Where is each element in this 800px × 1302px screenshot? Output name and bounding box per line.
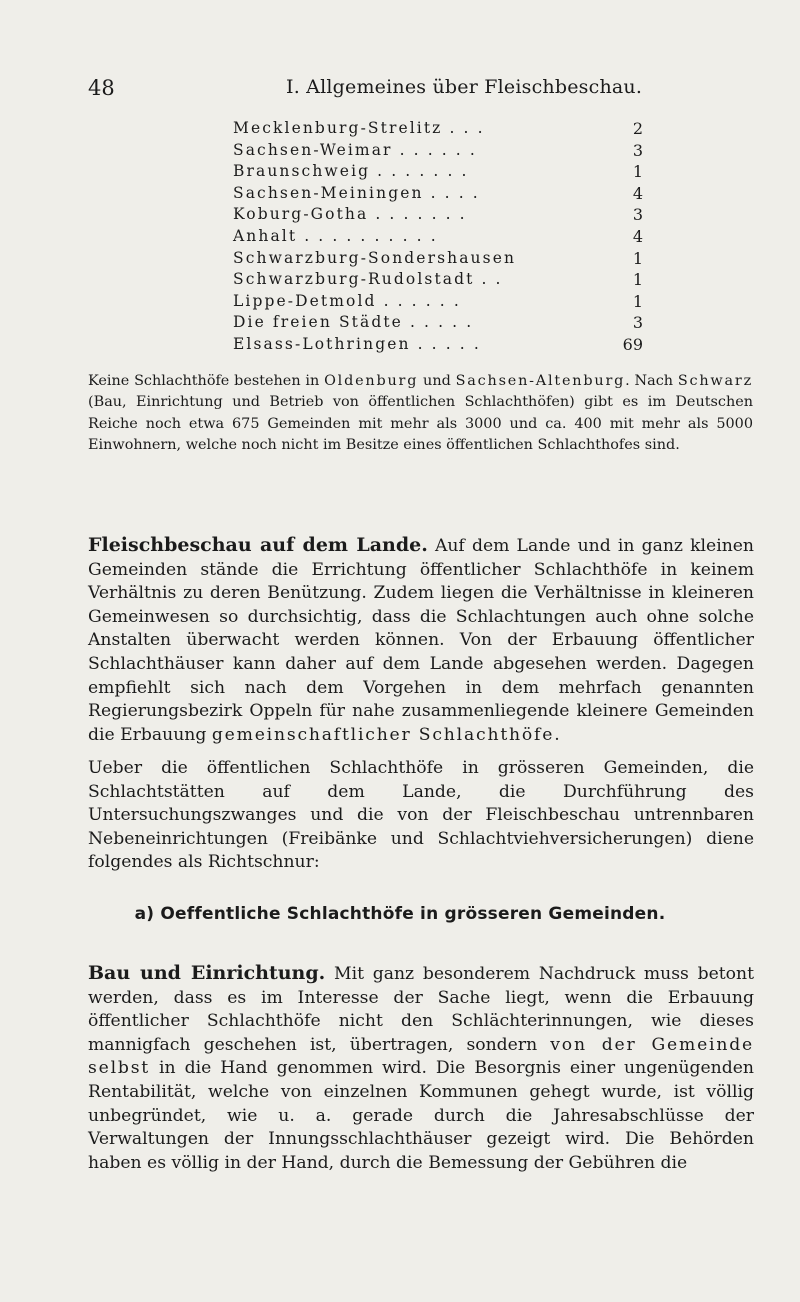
state-count: 1 (632, 291, 643, 311)
state-name: Elsass-Lothringen . . . . . (233, 334, 481, 353)
running-head-title: I. Allgemeines über Fleischbeschau. (286, 76, 643, 98)
note-paragraph (88, 371, 753, 457)
paragraph-construction (88, 962, 754, 1175)
paragraph-lead: Bau und Einrichtung. (88, 962, 326, 984)
state-count: 69 (622, 334, 643, 354)
text-run: und (418, 373, 456, 389)
table-row (233, 118, 643, 140)
state-count: 3 (632, 313, 643, 333)
table-row (233, 312, 643, 334)
state-name: Die freien Städte . . . . . (233, 313, 474, 332)
paragraph-guidelines (88, 757, 754, 875)
text-run: . Nach (625, 373, 678, 389)
page-number: 48 (88, 76, 115, 100)
state-count: 1 (632, 248, 643, 268)
paragraph-lead: Fleischbeschau auf dem Lande. (88, 534, 428, 556)
section-heading: a) Oeffentliche Schlachthöfe in grösseren Gemeinden. (134, 904, 666, 924)
states-table (233, 118, 643, 356)
text-run: in die Hand genommen wird. Die Besorgnis einer ungenügenden Rentabilität, welche von einzelnen Kommunen gehegt wurde, ist völlig unbegründet, wie u. a. gerade durch die Jahresabschlüsse der Verwaltungen der Innungsschlachthäuser gezeigt wird. Die Behörden haben es völlig in der Hand, durch die Bemessung der Gebühren die (88, 1058, 754, 1173)
emphasized-text: Sachsen-Altenburg (455, 373, 626, 389)
state-name: Sachsen-Meiningen . . . . (233, 183, 480, 202)
table-row (233, 183, 643, 205)
emphasized-text: von der Gemeinde selbst (88, 1034, 754, 1079)
table-row (233, 248, 643, 270)
text-run: Ueber die öffentlichen Schlachthöfe in grösseren Gemeinden, die Schlachtstätten auf dem Lande, die Durchführung des Untersuchungszwanges und die von der Fleischbeschau untrennbaren Nebeneinrichtungen (Freibänke und Schlachtviehversicherungen) diene folgendes als Richtschnur: (88, 758, 754, 873)
table-row (233, 269, 643, 291)
table-row (233, 291, 643, 313)
emphasized-text: gemeinschaftlicher Schlachthöfe (211, 724, 555, 745)
state-name: Mecklenburg-Strelitz . . . (233, 119, 485, 137)
running-head (88, 72, 748, 102)
state-name: Braunschweig . . . . . . . (233, 162, 469, 181)
state-count: 2 (632, 119, 643, 138)
state-name: Sachsen-Weimar . . . . . . (233, 140, 477, 159)
table-row (233, 204, 643, 226)
paragraph-rural-inspection (88, 534, 754, 747)
emphasized-text: Oldenburg (324, 373, 419, 389)
text-run: Auf dem Lande und in ganz kleinen Gemeinden stände die Errichtung öffentlicher Schlachthöfe in keinem Verhältnis zu deren Benützung. Zudem liegen die Verhältnisse in kleineren Gemeinwesen so durchsichtig, dass die Schlachtungen auch ohne solche Anstalten überwacht werden können. Von der Erbauung öffentlicher Schlachthäuser kann daher auf dem Lande abgesehen werden. Dagegen empfiehlt sich nach dem Vorgehen in dem mehrfach genannten Regierungsbezirk Oppeln für nahe zusammenliegende kleinere Gemeinden die Erbauung (88, 536, 755, 745)
state-count: 3 (632, 205, 643, 225)
text-run: Mit ganz besonderem Nachdruck muss betont werden, dass es im Interesse der Sache liegt, wenn die Erbauung öffentlicher Schlachthöfe nicht den Schlächterinnungen, wie dieses mannigfach geschehen ist, übertragen, sondern (88, 964, 754, 1055)
text-run: Keine Schlachthöfe bestehen in (88, 373, 325, 389)
table-row (233, 226, 643, 248)
state-count: 4 (632, 183, 643, 203)
state-count: 1 (632, 162, 643, 182)
state-count: 3 (632, 140, 643, 160)
table-row (233, 140, 643, 162)
state-count: 1 (632, 270, 643, 290)
state-name: Koburg-Gotha . . . . . . . (233, 205, 467, 224)
text-run: (Bau, Einrichtung und Betrieb von öffentlichen Schlachthöfen) gibt es im Deutschen Reiche noch etwa 675 Gemeinden mit mehr als 3000 und ca. 400 mit mehr als 5000 Einwohnern, welche noch nicht im Besitze eines öffentlichen Schlachthofes sind. (88, 394, 753, 454)
text-run: . (554, 724, 560, 745)
state-name: Anhalt . . . . . . . . . . (233, 226, 438, 245)
table-row (233, 334, 643, 356)
state-name: Schwarzburg-Sondershausen (233, 248, 517, 267)
state-name: Lippe-Detmold . . . . . . (233, 291, 461, 310)
state-name: Schwarzburg-Rudolstadt . . (233, 270, 503, 289)
emphasized-text: Schwarz (677, 373, 753, 389)
table-row (233, 161, 643, 183)
state-count: 4 (632, 226, 643, 246)
